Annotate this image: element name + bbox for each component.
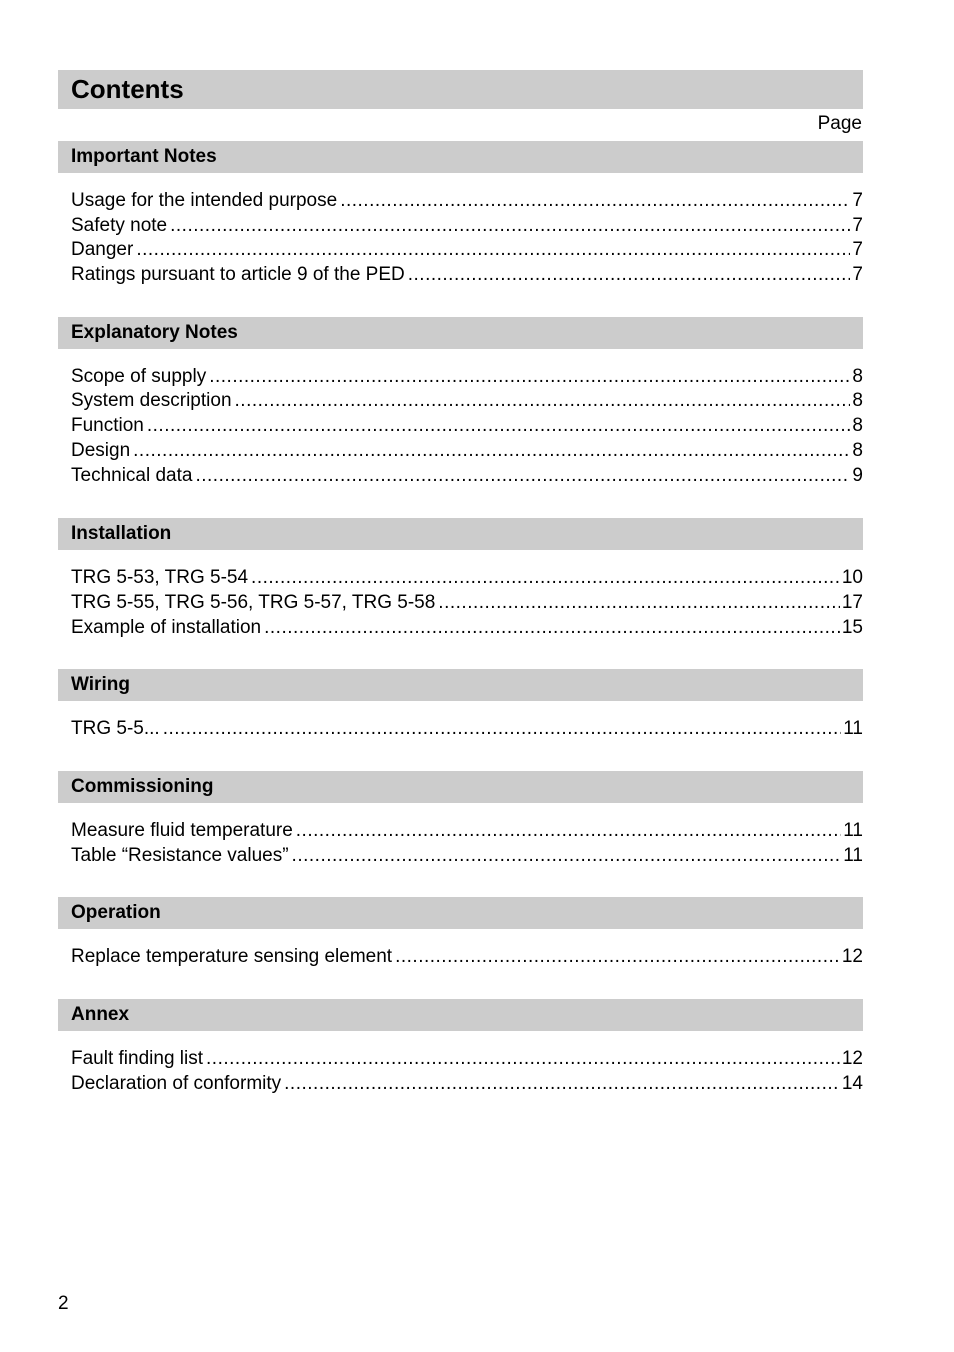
- dot-leader: [206, 1047, 840, 1072]
- section-heading: Wiring: [58, 669, 863, 701]
- page-number: 2: [58, 1293, 69, 1314]
- dot-leader: [136, 238, 850, 263]
- section-entries: [58, 349, 863, 488]
- dot-leader: [296, 819, 841, 844]
- toc-entry[interactable]: [71, 189, 863, 214]
- toc-section: [58, 999, 863, 1096]
- dot-leader: [292, 844, 842, 869]
- toc-entry-title: Table “Resistance values”: [71, 844, 289, 866]
- toc-entry[interactable]: [71, 263, 863, 288]
- section-entries: [58, 550, 863, 640]
- dot-leader: [195, 464, 850, 489]
- section-entries: [58, 1031, 863, 1096]
- toc-entry-title: Safety note: [71, 214, 168, 236]
- toc-entry[interactable]: [71, 414, 863, 439]
- dot-leader: [438, 591, 840, 616]
- toc-entry-page: 7: [852, 239, 863, 261]
- toc-entry-title: System description: [71, 390, 232, 412]
- toc-entry-title: Example of installation: [71, 616, 262, 638]
- toc-section: [58, 317, 863, 488]
- toc-entry-title: Declaration of conformity: [71, 1072, 282, 1094]
- toc-entry-title: Fault finding list: [71, 1048, 204, 1069]
- toc-entry-title: Technical data: [71, 464, 193, 486]
- dot-leader: [147, 414, 851, 439]
- toc-entry[interactable]: [71, 717, 863, 742]
- toc-entry-title: Scope of supply: [71, 365, 207, 387]
- toc-section: [58, 669, 863, 742]
- dot-leader: [340, 189, 850, 214]
- toc-entry-title: Design: [71, 439, 131, 461]
- section-heading: Operation: [58, 897, 863, 929]
- toc-entry[interactable]: [71, 464, 863, 489]
- toc-entry[interactable]: [71, 945, 863, 970]
- dot-leader: [163, 717, 842, 742]
- section-entries: [58, 701, 863, 742]
- dot-leader: [170, 214, 850, 239]
- section-entries: [58, 803, 863, 868]
- table-of-contents: [58, 141, 863, 1096]
- toc-entry-page: 12: [841, 946, 863, 968]
- page-column-label: Page: [817, 113, 862, 134]
- dot-leader: [284, 1072, 840, 1097]
- section-heading: Annex: [58, 999, 863, 1031]
- section-heading: Important Notes: [58, 141, 863, 173]
- toc-entry-page: 8: [852, 415, 863, 437]
- toc-entry[interactable]: [71, 1072, 863, 1097]
- toc-section: [58, 518, 863, 640]
- section-heading: Installation: [58, 518, 863, 550]
- section-entries: [58, 173, 863, 288]
- toc-section: [58, 771, 863, 868]
- toc-entry-page: 12: [841, 1048, 863, 1069]
- toc-entry[interactable]: [71, 214, 863, 239]
- toc-section: [58, 897, 863, 970]
- toc-entry-page: 8: [852, 439, 863, 461]
- toc-section: [58, 141, 863, 288]
- toc-entry[interactable]: [71, 616, 863, 641]
- dot-leader: [251, 566, 840, 591]
- toc-entry-page: 15: [841, 616, 863, 638]
- dot-leader: [209, 365, 850, 390]
- toc-entry[interactable]: [71, 844, 863, 869]
- toc-entry-page: 7: [852, 214, 863, 236]
- toc-entry-page: 8: [852, 365, 863, 387]
- dot-leader: [133, 439, 850, 464]
- toc-entry[interactable]: [71, 365, 863, 390]
- toc-entry[interactable]: [71, 238, 863, 263]
- dot-leader: [235, 389, 851, 414]
- toc-entry-page: 17: [841, 591, 863, 613]
- toc-entry[interactable]: [71, 566, 863, 591]
- section-heading: Explanatory Notes: [58, 317, 863, 349]
- toc-entry-page: 11: [843, 718, 863, 740]
- toc-entry-title: Danger: [71, 239, 134, 261]
- toc-entry-title: TRG 5-55, TRG 5-56, TRG 5-57, TRG 5-58: [71, 591, 436, 613]
- dot-leader: [408, 263, 851, 288]
- section-heading: Commissioning: [58, 771, 863, 803]
- page-title: Contents: [71, 74, 184, 104]
- toc-entry[interactable]: [71, 819, 863, 844]
- section-entries: [58, 929, 863, 970]
- toc-entry-page: 14: [841, 1072, 863, 1094]
- toc-entry-page: 9: [852, 464, 863, 486]
- toc-entry-page: 11: [843, 844, 863, 866]
- toc-entry-page: 11: [843, 819, 863, 841]
- toc-entry-page: 7: [852, 264, 863, 286]
- toc-entry-page: 7: [852, 190, 863, 211]
- toc-entry-page: 10: [841, 567, 863, 589]
- toc-entry-title: Usage for the intended purpose: [71, 190, 338, 211]
- toc-entry-page: 8: [852, 390, 863, 412]
- toc-entry-title: Ratings pursuant to article 9 of the PED: [71, 264, 405, 286]
- toc-entry[interactable]: [71, 389, 863, 414]
- toc-entry-title: Function: [71, 415, 144, 437]
- toc-entry-title: Replace temperature sensing element: [71, 946, 393, 968]
- toc-entry-title: TRG 5-53, TRG 5-54: [71, 567, 249, 589]
- toc-entry[interactable]: [71, 1047, 863, 1072]
- toc-entry-title: TRG 5-5...: [71, 718, 160, 740]
- toc-entry-title: Measure fluid temperature: [71, 819, 293, 841]
- toc-entry[interactable]: [71, 591, 863, 616]
- toc-entry[interactable]: [71, 439, 863, 464]
- dot-leader: [264, 616, 840, 641]
- dot-leader: [395, 945, 840, 970]
- contents-header-bar: [58, 70, 863, 109]
